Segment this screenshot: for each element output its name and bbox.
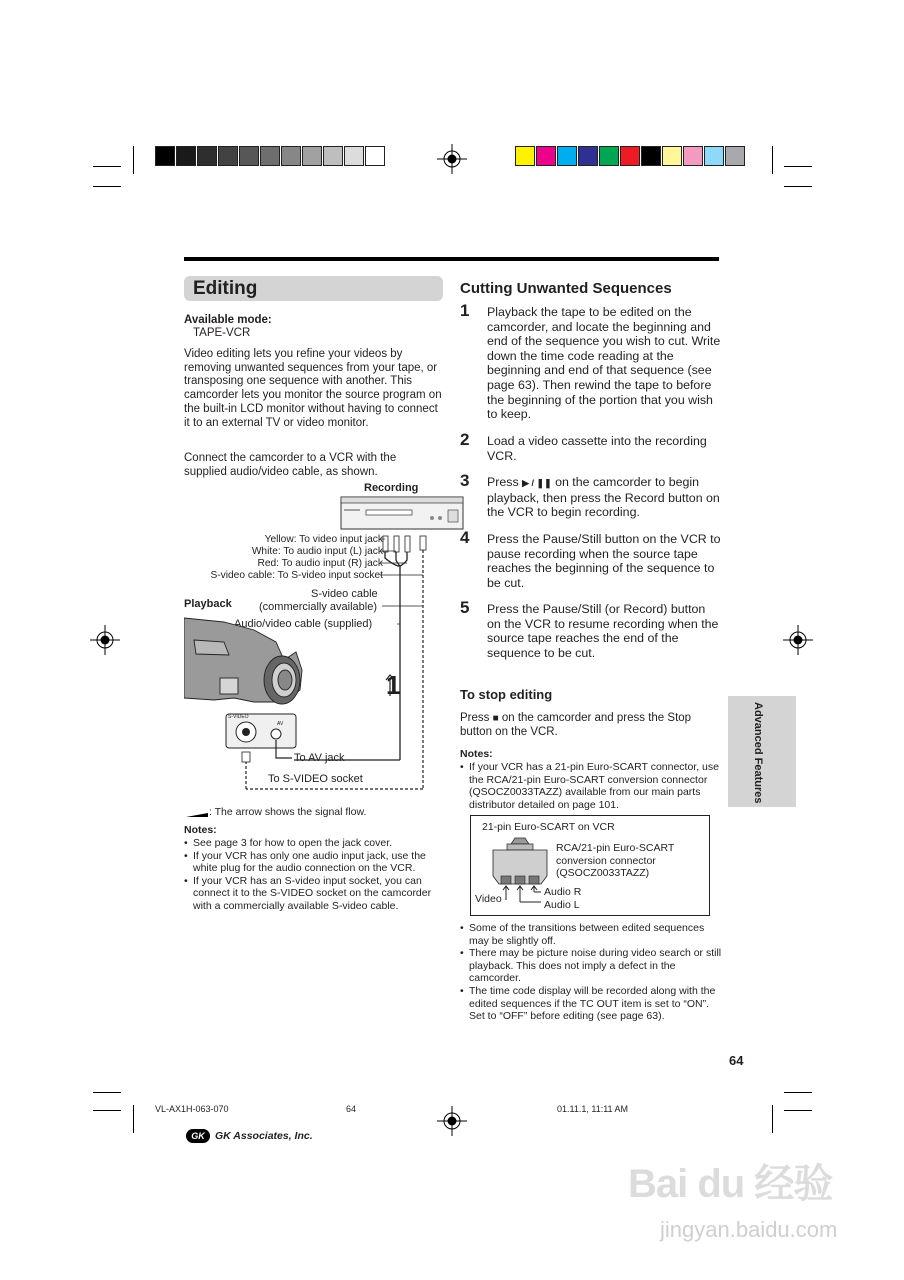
right-note-first <box>460 761 722 811</box>
stop-icon: ■ <box>492 713 499 724</box>
step-one-marker: 1 <box>386 670 401 700</box>
note-item: • If your VCR has an S-video input socket, you can connect it to the S-VIDEO socket on the camcorder with a commercially available S-video cable. <box>184 875 446 913</box>
step-number: 3 <box>460 471 470 490</box>
gray-swatch <box>155 146 175 166</box>
top-rule <box>184 257 719 261</box>
white-label: White: To audio input (L) jack <box>251 546 383 557</box>
side-tab <box>728 696 796 807</box>
section-heading <box>184 276 443 301</box>
note-item: • If your VCR has a 21-pin Euro-SCART connector, use the RCA/21-pin Euro-SCART conversion connector (QSOCZ0033TAZZ) available from our main parts distributor detailed on page 101. <box>460 761 722 811</box>
color-swatch <box>725 146 745 166</box>
gray-swatch <box>323 146 343 166</box>
scart-desc-line: RCA/21-pin Euro-SCART <box>556 842 675 854</box>
crop-mark <box>784 1092 812 1093</box>
step-text: Load a video cassette into the recording VCR. <box>487 434 707 463</box>
stop-text-part: Press <box>460 712 493 724</box>
registration-mark-icon <box>437 144 467 174</box>
playback-label: Playback <box>184 598 232 610</box>
step-text-part: Press <box>487 475 523 489</box>
crop-mark <box>93 186 121 187</box>
color-swatch <box>536 146 556 166</box>
red-label: Red: To audio input (R) jack <box>257 558 383 569</box>
watermark-url: jingyan.baidu.com <box>660 1217 838 1242</box>
scart-desc-line: conversion connector <box>556 854 656 867</box>
gray-swatch <box>197 146 217 166</box>
connect-paragraph: Connect the camcorder to a VCR with the supplied audio/video cable, as shown. <box>184 452 397 478</box>
right-title: Cutting Unwanted Sequences <box>460 280 672 297</box>
av-cable-label: Audio/video cable (supplied) <box>234 618 373 630</box>
note-item: • See page 3 for how to open the jack cover. <box>184 837 446 850</box>
crop-mark <box>133 1105 134 1133</box>
crop-mark <box>784 166 812 167</box>
registration-mark-icon <box>783 625 813 655</box>
company-logo-icon: GK <box>186 1129 210 1143</box>
note-item: • The time code display will be recorded along with the edited sequences if the TC OUT item is set to “ON”. Set to “OFF” before editing (see page 63). <box>460 985 722 1023</box>
yellow-label: Yellow: To video input jack <box>264 534 383 545</box>
crop-mark <box>772 1105 773 1133</box>
footer-company: GK Associates, Inc. <box>215 1130 313 1142</box>
registration-mark-icon <box>90 625 120 655</box>
available-mode-value: TAPE-VCR <box>193 327 251 339</box>
step-text: Press the Pause/Still button on the VCR to pause recording when the source tape reaches the beginning of the sequence to be cut. <box>487 532 721 590</box>
color-swatch <box>557 146 577 166</box>
to-svideo-socket-label: To S-VIDEO socket <box>268 773 363 785</box>
crop-mark <box>93 166 121 167</box>
stop-text-part: on the camcorder and press the Stop button on the VCR. <box>460 712 692 738</box>
play-pause-icon: ▶ / ❚❚ <box>522 478 552 488</box>
note-item: • Some of the transitions between edited sequences may be slightly off. <box>460 922 722 947</box>
gray-swatch <box>302 146 322 166</box>
scart-video-label: Video <box>475 893 502 905</box>
note-item: • If your VCR has only one audio input jack, use the white plug for the audio connection on the VCR. <box>184 850 446 875</box>
section-title: Editing <box>193 278 258 299</box>
svideo-target-label: S-video cable: To S-video input socket <box>210 570 383 581</box>
svideo-cable-label: S-video cable <box>311 588 378 600</box>
signal-arrow-icon <box>184 808 210 820</box>
step-text <box>487 475 722 520</box>
step-number: 2 <box>460 430 470 449</box>
gray-swatch <box>218 146 238 166</box>
gray-swatch <box>344 146 364 166</box>
panel-av-label: AV <box>277 721 284 727</box>
right-notes-list <box>460 922 722 1023</box>
right-notes-title: Notes: <box>460 748 493 760</box>
gray-swatch <box>239 146 259 166</box>
scart-connector-box <box>470 815 710 916</box>
gray-swatch <box>365 146 385 166</box>
color-swatch <box>620 146 640 166</box>
scart-description <box>556 842 674 880</box>
color-swatch <box>515 146 535 166</box>
step-number: 4 <box>460 528 470 547</box>
crop-mark <box>133 146 134 174</box>
step-number: 5 <box>460 598 470 617</box>
scart-audio-l-label: Audio L <box>544 899 580 911</box>
scart-desc-line: (QSOCZ0033TAZZ) <box>556 867 650 880</box>
color-swatch <box>704 146 724 166</box>
step-number: 1 <box>460 301 470 320</box>
commercially-available-label: (commercially available) <box>259 601 377 613</box>
available-mode-label: Available mode: <box>184 314 272 326</box>
left-notes-list <box>184 837 446 913</box>
color-swatch <box>599 146 619 166</box>
scart-title: 21-pin Euro-SCART on VCR <box>482 821 615 833</box>
crop-mark <box>772 146 773 174</box>
watermark-brand: Bai du 经验 <box>628 1162 833 1206</box>
stop-title: To stop editing <box>460 687 553 702</box>
crop-mark <box>784 186 812 187</box>
arrow-legend-text: : The arrow shows the signal flow. <box>209 806 367 818</box>
step-text-part: on the camcorder to begin playback, then press the Record button on the VCR to begin recording. <box>487 475 720 520</box>
color-swatch <box>641 146 661 166</box>
gray-swatch <box>260 146 280 166</box>
scart-audio-r-label: Audio R <box>544 886 582 898</box>
step-text: Playback the tape to be edited on the camcorder, and locate the beginning and end of the sequence you wish to cut. Write down the time code reading at the beginning and end of that sequence (see page 63). Then rewind the tape to before the beginning of the portion that you wish to keep. <box>487 305 721 422</box>
footer-page: 64 <box>346 1104 357 1114</box>
color-swatch <box>578 146 598 166</box>
color-swatch <box>662 146 682 166</box>
crop-mark <box>93 1092 121 1093</box>
footer-code: VL-AX1H-063-070 <box>155 1104 229 1114</box>
to-av-jack-label: To AV jack <box>294 752 345 764</box>
panel-svideo-label: S-VIDEO <box>228 714 249 720</box>
left-notes-title: Notes: <box>184 824 217 836</box>
stop-paragraph <box>460 712 722 739</box>
page-number: 64 <box>729 1053 744 1068</box>
intro-paragraph: Video editing lets you refine your videos by removing unwanted sequences from your tape, or transposing one sequence with another. This camcorder lets you monitor the source program on the built-in LCD monitor without having to connect it to an external TV or video monitor. <box>184 348 442 429</box>
gray-swatch <box>176 146 196 166</box>
note-item: • There may be picture noise during video search or still playback. This does not imply a defect in the camcorder. <box>460 947 722 985</box>
gray-swatch <box>281 146 301 166</box>
footer-date: 01.11.1, 11:11 AM <box>557 1104 629 1114</box>
step-text: Press the Pause/Still (or Record) button on the VCR to resume recording when the source tape reaches the end of the sequence to be cut. <box>487 602 719 660</box>
registration-mark-icon <box>437 1106 467 1136</box>
crop-mark <box>784 1110 812 1111</box>
recording-label: Recording <box>364 482 419 494</box>
crop-mark <box>93 1110 121 1111</box>
color-swatch <box>683 146 703 166</box>
vcr-illustration <box>340 496 466 534</box>
side-tab-label: Advanced Features <box>752 702 764 804</box>
